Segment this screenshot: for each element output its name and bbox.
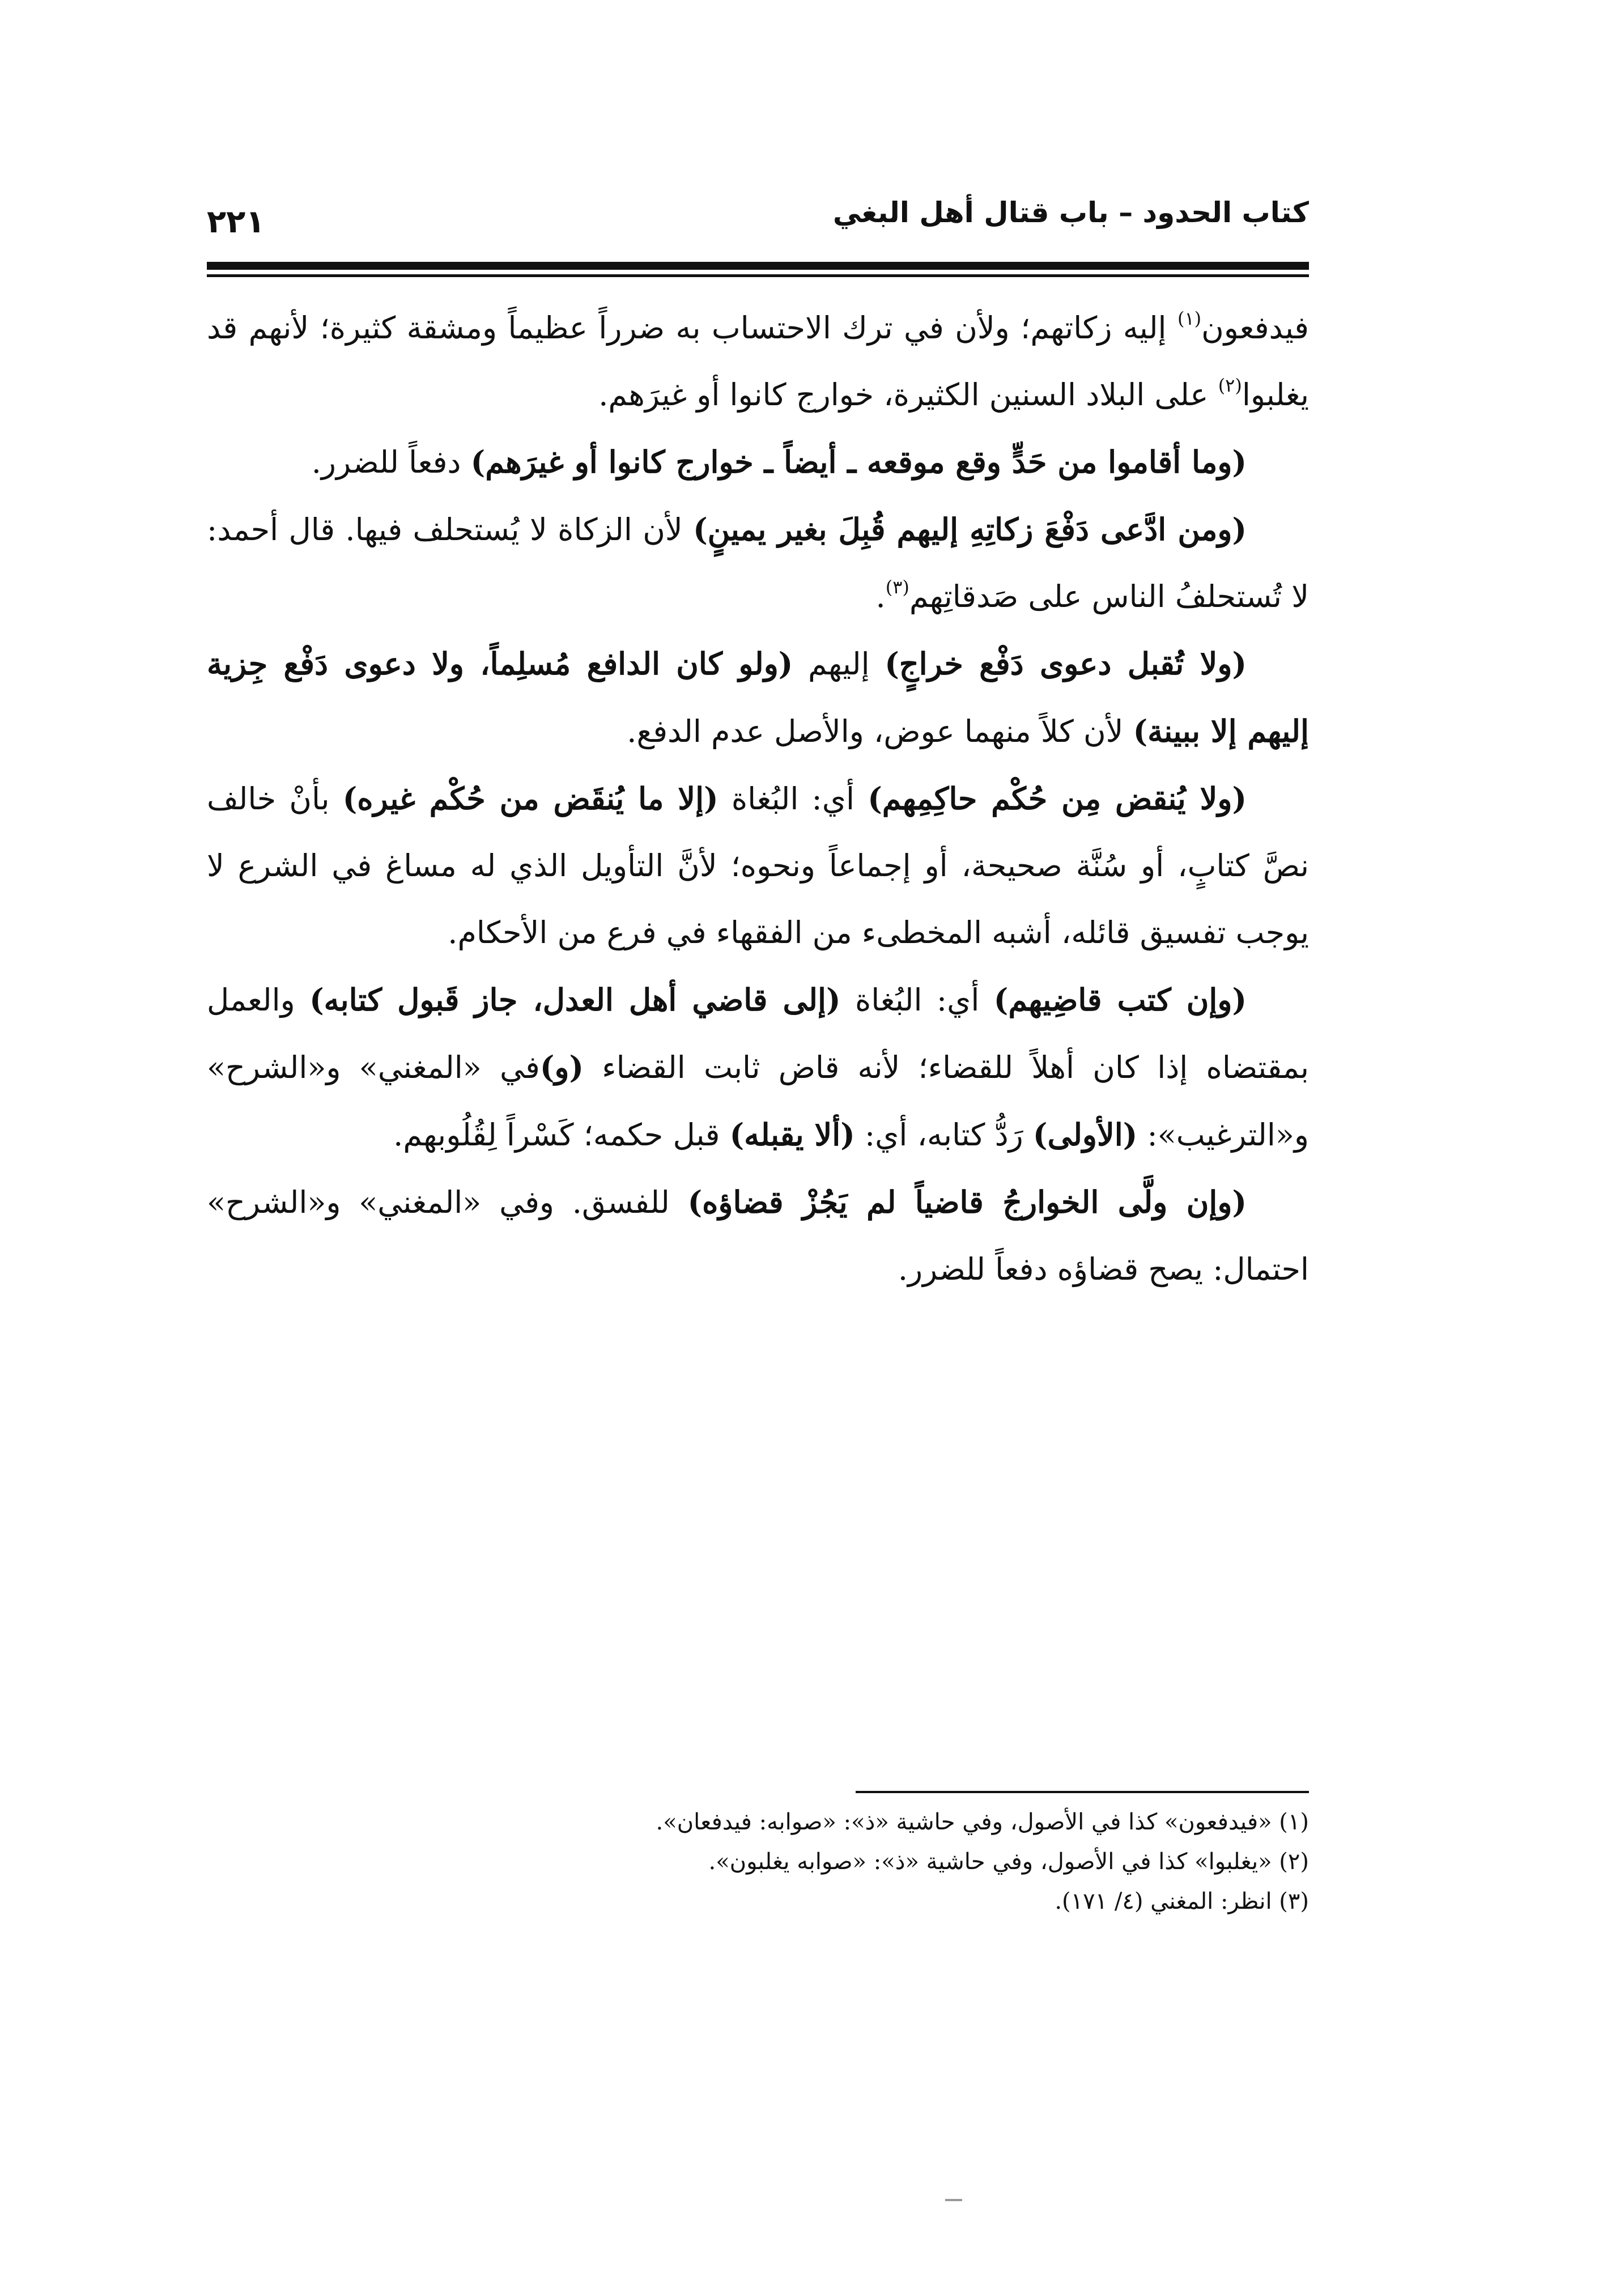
- running-title: كتاب الحدود – باب قتال أهل البغي: [832, 196, 1309, 229]
- footnote-marker-1: (١): [1177, 308, 1202, 329]
- header-rule-thin: [207, 274, 1309, 277]
- page-number: ٢٢١: [207, 203, 265, 240]
- paragraph-7: (وإن ولَّى الخوارجُ قاضياً لم يَجُزْ قضاؤه) للفسق. وفي «المغني» و«الشرح» احتمال: يصح قضاؤه دفعاً للضرر.: [207, 1184, 1309, 1287]
- paragraph-2: (وما أقاموا من حَدٍّ وقع موقعه ـ أيضاً ـ خوارج كانوا أو غيرَهم) دفعاً للضرر.: [311, 444, 1247, 480]
- paragraph-1: فيدفعون$^{(١)}$ إليه زكاتهم؛ ولأن في ترك الاحتساب به ضرراً عظيماً ومشقة كثيرة؛ لأنهم قد يغلبوا$^{(٢)}$ على البلاد السنين الكثيرة، خوارج كانوا أو غيرَهم.: [207, 308, 1309, 413]
- footnote-3: (٣) انظر: المغني (٤/ ١٧١).: [1055, 1888, 1309, 1914]
- paragraph-3: (ومن ادَّعى دَفْعَ زكاتِهِ إليهم قُبِلَ بغير يمينٍ) لأن الزكاة لا يُستحلف فيها. قال أحمد: لا تُستحلفُ الناس على صَدقاتِهم$^{(٣)}$.: [207, 511, 1309, 614]
- body-text: [207, 295, 1309, 1303]
- header-rule-thick: [207, 262, 1309, 270]
- footnote-1: (١) «فيدفعون» كذا في الأصول، وفي حاشية «ذ»: «صوابه: فيدفعان».: [656, 1809, 1309, 1835]
- page-header: [207, 187, 1309, 261]
- paragraph-5: (ولا يُنقض مِن حُكْم حاكِمِهم) أي: البُغاة (إلا ما يُنقَض من حُكْم غيره) بأنْ خالف نصَّ كتابٍ، أو سُنَّة صحيحة، أو إجماعاً ونحوه؛ لأنَّ التأويل الذي له مساغ في الشرع لا يوجب تفسيق قائله، أشبه المخطىء من الفقهاء في فرع من الأحكام.: [207, 780, 1309, 950]
- scan-mark: [945, 2199, 962, 2201]
- footnote-2: (٢) «يغلبوا» كذا في الأصول، وفي حاشية «ذ»: «صوابه يغلبون».: [708, 1849, 1309, 1875]
- footnote-marker-3: (٣): [885, 576, 909, 598]
- paragraph-4: (ولا تُقبل دعوى دَفْع خراجٍ) إليهم (ولو كان الدافع مُسلِماً، ولا دعوى دَفْع جِزية إليهم إلا ببينة) لأن كلاً منهما عوض، والأصل عدم الدفع.: [207, 646, 1309, 749]
- footnotes: [207, 1802, 1309, 1921]
- footnote-separator: [856, 1791, 1309, 1793]
- footnote-marker-2: (٢): [1218, 375, 1242, 396]
- paragraph-6: (وإن كتب قاضِيهم) أي: البُغاة (إلى قاضي أهل العدل، جاز قَبول كتابه) والعمل بمقتضاه إذا كان أهلاً للقضاء؛ لأنه قاض ثابت القضاء (و)في «المغني» و«الشرح» و«الترغيب»: (الأولى) رَدُّ كتابه، أي: (ألا يقبله) قبل حكمه؛ كَسْراً لِقُلُوبهم.: [207, 982, 1309, 1153]
